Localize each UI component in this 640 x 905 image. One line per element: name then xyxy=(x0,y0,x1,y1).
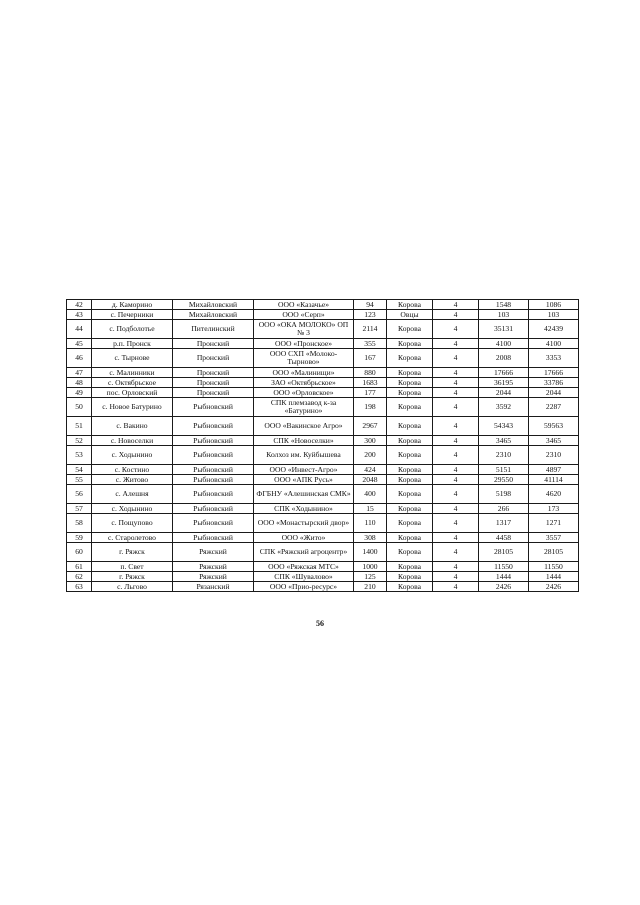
value2-cell: 4620 xyxy=(529,485,579,504)
district-cell: Пронский xyxy=(173,368,254,378)
settlement-cell: д. Каморино xyxy=(92,300,173,310)
row-number: 52 xyxy=(67,436,92,446)
settlement-cell: п. Свет xyxy=(92,562,173,572)
row-number: 61 xyxy=(67,562,92,572)
settlement-cell: с. Октябрьское xyxy=(92,378,173,388)
value2-cell: 1444 xyxy=(529,572,579,582)
table-row xyxy=(67,465,579,475)
species-cell: Корова xyxy=(387,562,433,572)
enterprise-cell: ООО «Прио-ресурс» xyxy=(254,582,354,592)
category-cell: 4 xyxy=(433,533,479,543)
district-cell: Рыбновский xyxy=(173,514,254,533)
count-cell: 2048 xyxy=(354,475,387,485)
table-row xyxy=(67,378,579,388)
table-row xyxy=(67,349,579,368)
enterprise-cell: ООО «Вакинское Агро» xyxy=(254,417,354,436)
enterprise-cell: ООО «Казачье» xyxy=(254,300,354,310)
count-cell: 15 xyxy=(354,504,387,514)
table-row xyxy=(67,504,579,514)
value2-cell: 173 xyxy=(529,504,579,514)
enterprise-cell: ООО «Инвест-Агро» xyxy=(254,465,354,475)
settlement-cell: с. Тырнове xyxy=(92,349,173,368)
district-cell: Рыбновский xyxy=(173,533,254,543)
category-cell: 4 xyxy=(433,339,479,349)
district-cell: Рыбновский xyxy=(173,436,254,446)
district-cell: Михайловский xyxy=(173,310,254,320)
species-cell: Корова xyxy=(387,446,433,465)
count-cell: 167 xyxy=(354,349,387,368)
species-cell: Корова xyxy=(387,572,433,582)
settlement-cell: с. Подболотье xyxy=(92,320,173,339)
table-body xyxy=(67,300,579,592)
value2-cell: 3557 xyxy=(529,533,579,543)
enterprise-cell: СПК «Новоселки» xyxy=(254,436,354,446)
district-cell: Пронский xyxy=(173,388,254,398)
enterprise-cell: СПК «Ходынино» xyxy=(254,504,354,514)
category-cell: 4 xyxy=(433,320,479,339)
count-cell: 210 xyxy=(354,582,387,592)
row-number: 42 xyxy=(67,300,92,310)
row-number: 50 xyxy=(67,398,92,417)
value2-cell: 42439 xyxy=(529,320,579,339)
value1-cell: 1317 xyxy=(479,514,529,533)
count-cell: 198 xyxy=(354,398,387,417)
category-cell: 4 xyxy=(433,417,479,436)
livestock-table xyxy=(66,299,579,592)
row-number: 47 xyxy=(67,368,92,378)
category-cell: 4 xyxy=(433,310,479,320)
species-cell: Корова xyxy=(387,320,433,339)
table-row xyxy=(67,300,579,310)
species-cell: Корова xyxy=(387,300,433,310)
settlement-cell: с. Ходынино xyxy=(92,504,173,514)
table-row xyxy=(67,436,579,446)
settlement-cell: с. Пощупово xyxy=(92,514,173,533)
species-cell: Корова xyxy=(387,475,433,485)
category-cell: 4 xyxy=(433,572,479,582)
settlement-cell: г. Ряжск xyxy=(92,543,173,562)
count-cell: 300 xyxy=(354,436,387,446)
row-number: 63 xyxy=(67,582,92,592)
district-cell: Пителинский xyxy=(173,320,254,339)
table-row xyxy=(67,417,579,436)
row-number: 57 xyxy=(67,504,92,514)
district-cell: Рыбновский xyxy=(173,398,254,417)
enterprise-cell: ООО «Жито» xyxy=(254,533,354,543)
species-cell: Корова xyxy=(387,378,433,388)
district-cell: Рыбновский xyxy=(173,485,254,504)
category-cell: 4 xyxy=(433,562,479,572)
row-number: 62 xyxy=(67,572,92,582)
enterprise-cell: ООО «Ряжская МТС» xyxy=(254,562,354,572)
value1-cell: 4100 xyxy=(479,339,529,349)
category-cell: 4 xyxy=(433,514,479,533)
count-cell: 308 xyxy=(354,533,387,543)
enterprise-cell: ЗАО «Октябрьское» xyxy=(254,378,354,388)
table-row xyxy=(67,388,579,398)
table-row xyxy=(67,368,579,378)
district-cell: Ряжский xyxy=(173,572,254,582)
value2-cell: 28105 xyxy=(529,543,579,562)
species-cell: Корова xyxy=(387,514,433,533)
species-cell: Корова xyxy=(387,388,433,398)
settlement-cell: р.п. Пронск xyxy=(92,339,173,349)
district-cell: Рыбновский xyxy=(173,475,254,485)
table-row xyxy=(67,310,579,320)
enterprise-cell: СПК «Ряжский агроцентр» xyxy=(254,543,354,562)
count-cell: 1400 xyxy=(354,543,387,562)
count-cell: 355 xyxy=(354,339,387,349)
value1-cell: 103 xyxy=(479,310,529,320)
settlement-cell: с. Житово xyxy=(92,475,173,485)
count-cell: 2114 xyxy=(354,320,387,339)
count-cell: 2967 xyxy=(354,417,387,436)
count-cell: 177 xyxy=(354,388,387,398)
row-number: 59 xyxy=(67,533,92,543)
enterprise-cell: ООО «Малинищи» xyxy=(254,368,354,378)
district-cell: Ряжский xyxy=(173,562,254,572)
enterprise-cell: ООО «Орловское» xyxy=(254,388,354,398)
species-cell: Корова xyxy=(387,543,433,562)
row-number: 56 xyxy=(67,485,92,504)
enterprise-cell: ООО «Пронское» xyxy=(254,339,354,349)
settlement-cell: г. Ряжск xyxy=(92,572,173,582)
district-cell: Рыбновский xyxy=(173,417,254,436)
settlement-cell: с. Старолетово xyxy=(92,533,173,543)
value2-cell: 1271 xyxy=(529,514,579,533)
value2-cell: 4897 xyxy=(529,465,579,475)
category-cell: 4 xyxy=(433,388,479,398)
count-cell: 880 xyxy=(354,368,387,378)
value2-cell: 33786 xyxy=(529,378,579,388)
value2-cell: 3353 xyxy=(529,349,579,368)
value1-cell: 28105 xyxy=(479,543,529,562)
value1-cell: 1548 xyxy=(479,300,529,310)
value1-cell: 266 xyxy=(479,504,529,514)
value1-cell: 3465 xyxy=(479,436,529,446)
settlement-cell: с. Малинники xyxy=(92,368,173,378)
category-cell: 4 xyxy=(433,300,479,310)
value2-cell: 41114 xyxy=(529,475,579,485)
category-cell: 4 xyxy=(433,485,479,504)
count-cell: 424 xyxy=(354,465,387,475)
value1-cell: 2426 xyxy=(479,582,529,592)
district-cell: Рыбновский xyxy=(173,446,254,465)
species-cell: Корова xyxy=(387,349,433,368)
category-cell: 4 xyxy=(433,436,479,446)
table-row xyxy=(67,562,579,572)
category-cell: 4 xyxy=(433,368,479,378)
row-number: 55 xyxy=(67,475,92,485)
value1-cell: 5198 xyxy=(479,485,529,504)
district-cell: Рыбновский xyxy=(173,465,254,475)
count-cell: 110 xyxy=(354,514,387,533)
value1-cell: 35131 xyxy=(479,320,529,339)
count-cell: 1683 xyxy=(354,378,387,388)
enterprise-cell: СПК племзавод к-за «Батурино» xyxy=(254,398,354,417)
value2-cell: 2310 xyxy=(529,446,579,465)
settlement-cell: с. Льгово xyxy=(92,582,173,592)
category-cell: 4 xyxy=(433,475,479,485)
species-cell: Корова xyxy=(387,417,433,436)
settlement-cell: с. Ходынино xyxy=(92,446,173,465)
category-cell: 4 xyxy=(433,378,479,388)
count-cell: 200 xyxy=(354,446,387,465)
species-cell: Корова xyxy=(387,533,433,543)
species-cell: Корова xyxy=(387,504,433,514)
count-cell: 1000 xyxy=(354,562,387,572)
value1-cell: 5151 xyxy=(479,465,529,475)
category-cell: 4 xyxy=(433,349,479,368)
count-cell: 94 xyxy=(354,300,387,310)
value1-cell: 54343 xyxy=(479,417,529,436)
table-row xyxy=(67,543,579,562)
enterprise-cell: СПК «Шувалово» xyxy=(254,572,354,582)
category-cell: 4 xyxy=(433,465,479,475)
species-cell: Корова xyxy=(387,368,433,378)
category-cell: 4 xyxy=(433,398,479,417)
settlement-cell: с. Костино xyxy=(92,465,173,475)
category-cell: 4 xyxy=(433,446,479,465)
row-number: 60 xyxy=(67,543,92,562)
species-cell: Корова xyxy=(387,398,433,417)
value2-cell: 103 xyxy=(529,310,579,320)
row-number: 54 xyxy=(67,465,92,475)
species-cell: Овцы xyxy=(387,310,433,320)
category-cell: 4 xyxy=(433,543,479,562)
enterprise-cell: ООО СХП «Молоко-Тырново» xyxy=(254,349,354,368)
table-row xyxy=(67,485,579,504)
value2-cell: 2044 xyxy=(529,388,579,398)
value1-cell: 17666 xyxy=(479,368,529,378)
settlement-cell: с. Новоселки xyxy=(92,436,173,446)
count-cell: 123 xyxy=(354,310,387,320)
row-number: 58 xyxy=(67,514,92,533)
table-row xyxy=(67,475,579,485)
value1-cell: 2008 xyxy=(479,349,529,368)
row-number: 48 xyxy=(67,378,92,388)
district-cell: Михайловский xyxy=(173,300,254,310)
value1-cell: 4458 xyxy=(479,533,529,543)
district-cell: Пронский xyxy=(173,349,254,368)
value2-cell: 2426 xyxy=(529,582,579,592)
settlement-cell: с. Алешня xyxy=(92,485,173,504)
category-cell: 4 xyxy=(433,582,479,592)
table-row xyxy=(67,533,579,543)
table-row xyxy=(67,572,579,582)
species-cell: Корова xyxy=(387,485,433,504)
enterprise-cell: ООО «АПК Русь» xyxy=(254,475,354,485)
value2-cell: 59563 xyxy=(529,417,579,436)
category-cell: 4 xyxy=(433,504,479,514)
table-row xyxy=(67,582,579,592)
enterprise-cell: ООО «ОКА МОЛОКО» ОП № 3 xyxy=(254,320,354,339)
table-row xyxy=(67,446,579,465)
district-cell: Рязанский xyxy=(173,582,254,592)
row-number: 46 xyxy=(67,349,92,368)
page-number: 56 xyxy=(316,619,324,628)
value2-cell: 11550 xyxy=(529,562,579,572)
species-cell: Корова xyxy=(387,465,433,475)
district-cell: Пронский xyxy=(173,339,254,349)
value1-cell: 11550 xyxy=(479,562,529,572)
value2-cell: 17666 xyxy=(529,368,579,378)
value1-cell: 3592 xyxy=(479,398,529,417)
row-number: 53 xyxy=(67,446,92,465)
species-cell: Корова xyxy=(387,436,433,446)
table-row xyxy=(67,398,579,417)
value2-cell: 2287 xyxy=(529,398,579,417)
value2-cell: 4100 xyxy=(529,339,579,349)
count-cell: 125 xyxy=(354,572,387,582)
table-row xyxy=(67,320,579,339)
value1-cell: 36195 xyxy=(479,378,529,388)
settlement-cell: с. Печерники xyxy=(92,310,173,320)
species-cell: Корова xyxy=(387,339,433,349)
value2-cell: 1086 xyxy=(529,300,579,310)
district-cell: Рыбновский xyxy=(173,504,254,514)
row-number: 49 xyxy=(67,388,92,398)
settlement-cell: пос. Орловский xyxy=(92,388,173,398)
enterprise-cell: Колхоз им. Куйбышева xyxy=(254,446,354,465)
table-row xyxy=(67,514,579,533)
value1-cell: 2044 xyxy=(479,388,529,398)
district-cell: Пронский xyxy=(173,378,254,388)
district-cell: Ряжский xyxy=(173,543,254,562)
row-number: 51 xyxy=(67,417,92,436)
value1-cell: 1444 xyxy=(479,572,529,582)
row-number: 44 xyxy=(67,320,92,339)
settlement-cell: с. Вакино xyxy=(92,417,173,436)
value1-cell: 29550 xyxy=(479,475,529,485)
species-cell: Корова xyxy=(387,582,433,592)
value2-cell: 3465 xyxy=(529,436,579,446)
enterprise-cell: ООО «Серп» xyxy=(254,310,354,320)
row-number: 43 xyxy=(67,310,92,320)
enterprise-cell: ООО «Монастырский двор» xyxy=(254,514,354,533)
row-number: 45 xyxy=(67,339,92,349)
count-cell: 400 xyxy=(354,485,387,504)
enterprise-cell: ФГБНУ «Алешинская СМК» xyxy=(254,485,354,504)
value1-cell: 2310 xyxy=(479,446,529,465)
settlement-cell: с. Новое Батурино xyxy=(92,398,173,417)
table-row xyxy=(67,339,579,349)
